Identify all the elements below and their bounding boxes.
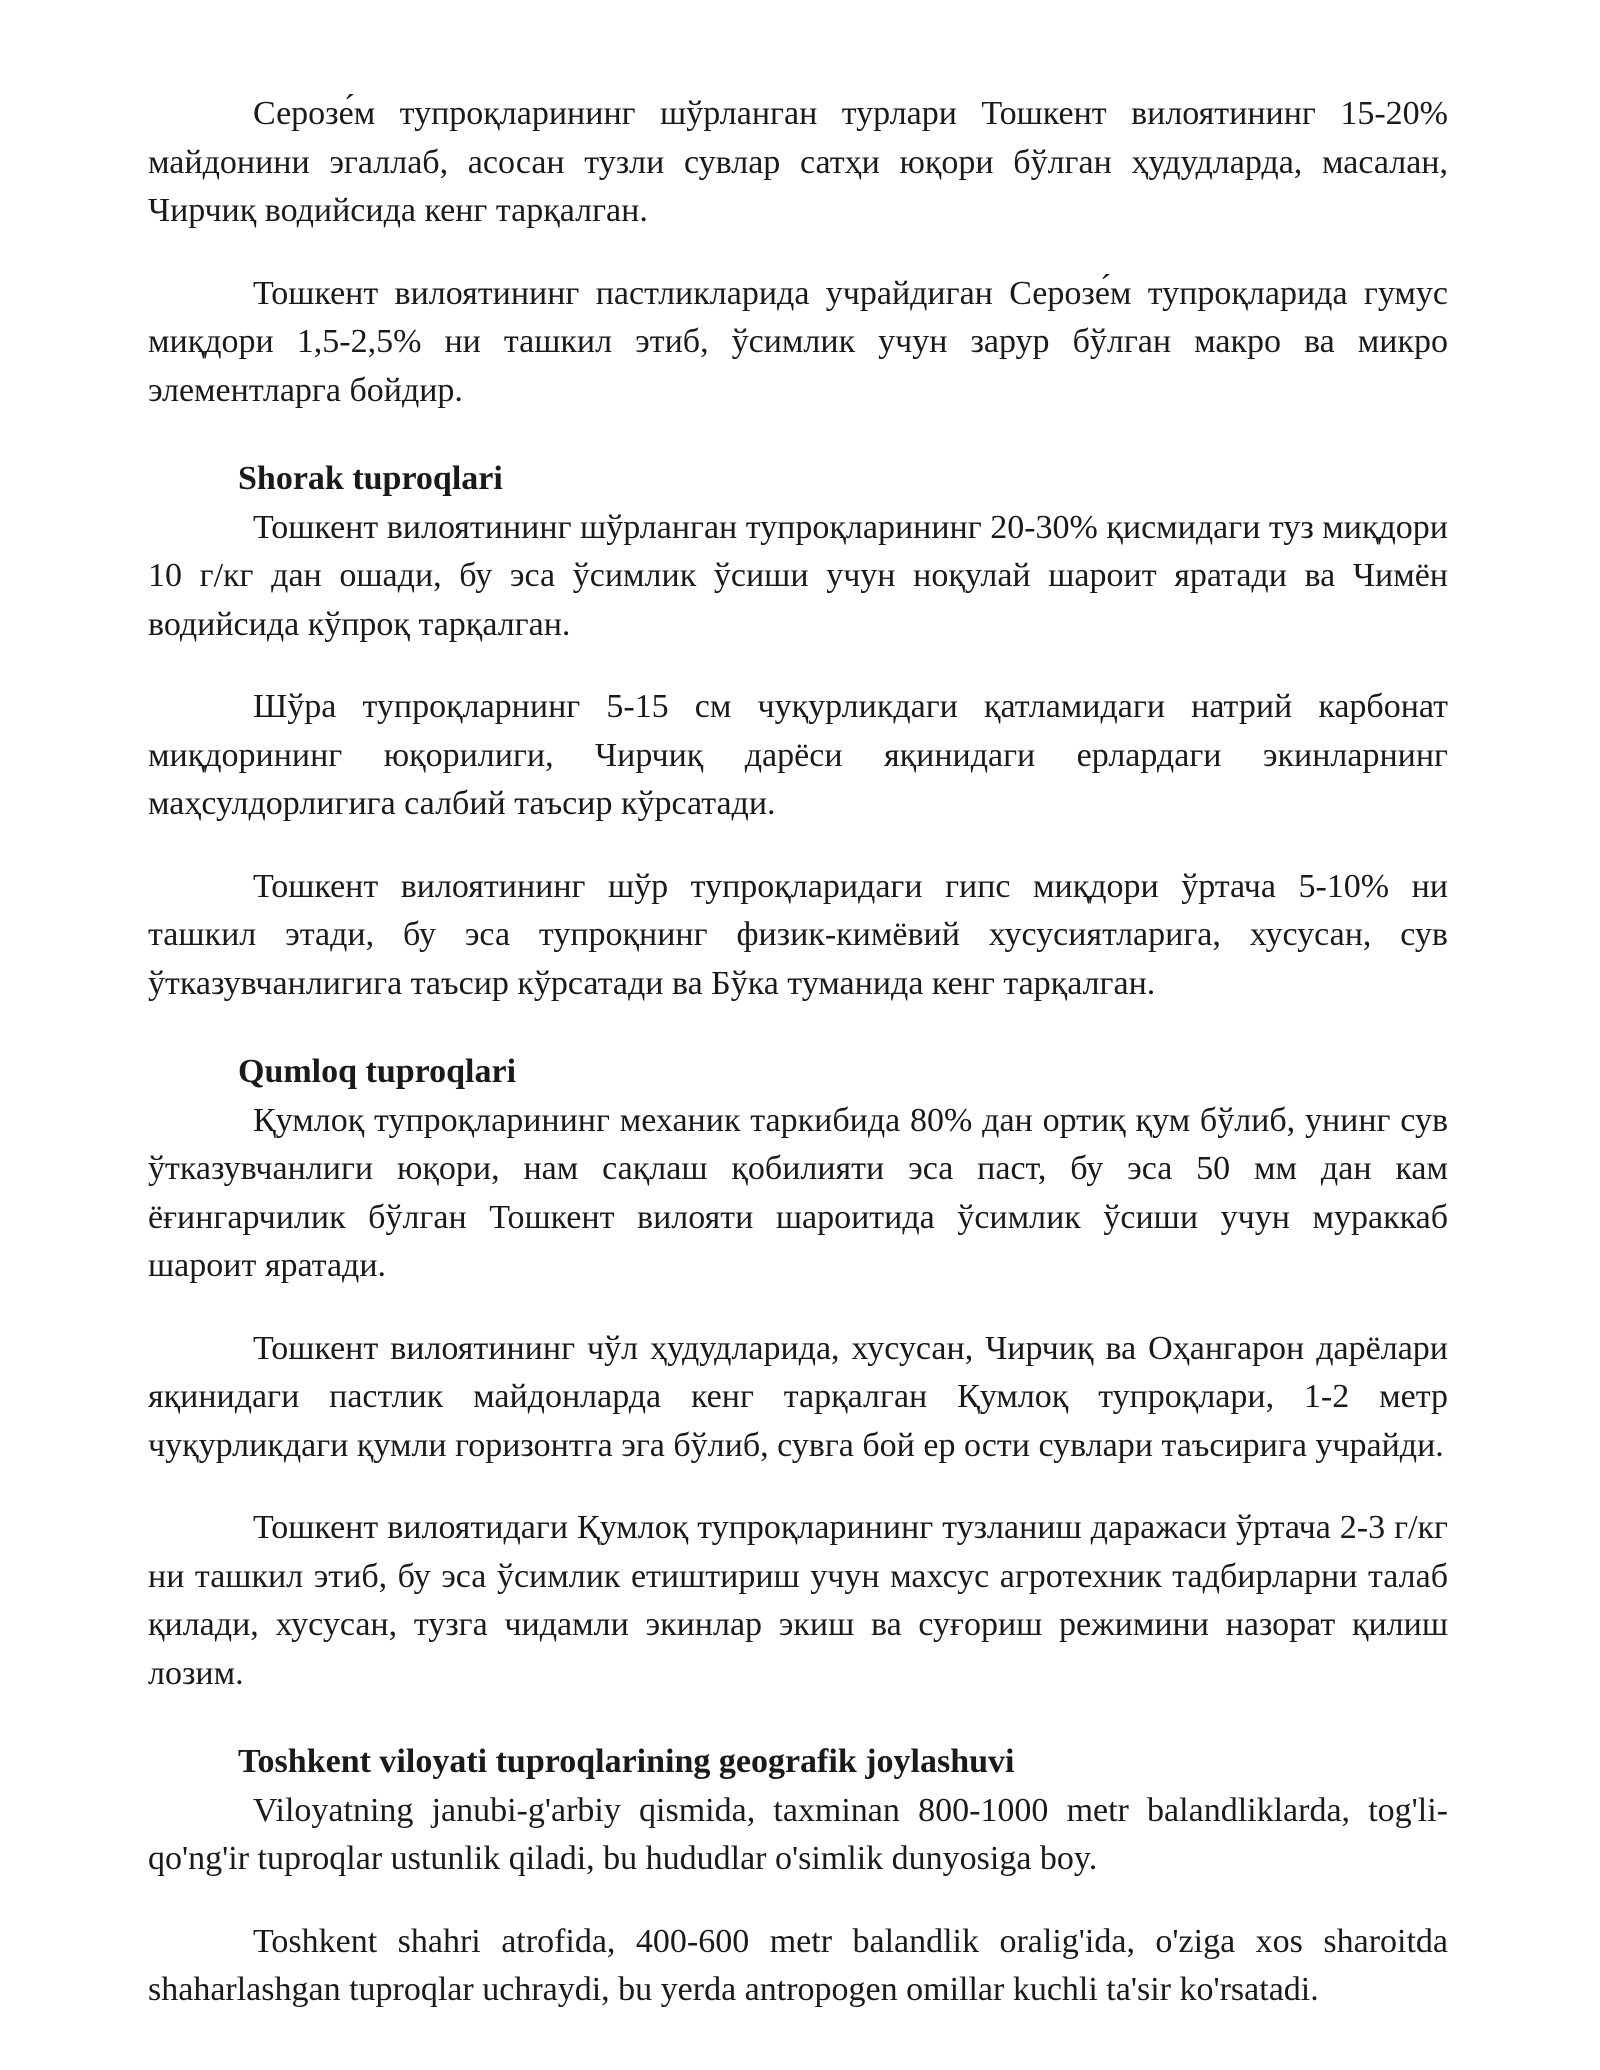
document-page <box>148 90 1448 2049</box>
paragraph: Тошкент вилоятидаги Қумлоқ тупроқларининг тузланиш даражаси ўртача 2-3 г/кг ни ташкил этиб, бу эса ўсимлик етиштириш учун махсус агротехник тадбирларни талаб қилади, хусусан, тузга чидамли экинлар экиш ва суғориш режимини назорат қилиш лозим. <box>148 1509 1448 1692</box>
paragraph: Серозе́м тупроқларининг шўрланган турлари Тошкент вилоятининг 15-20% майдонини эгаллаб, асосан тузли сувлар сатҳи юқори бўлган ҳудудларда, масалан, Чирчиқ водийсида кенг тарқалган. <box>148 95 1448 229</box>
paragraph: Шўра тупроқларнинг 5-15 см чуқурликдаги қатламидаги натрий карбонат миқдорининг юқорилиги, Чирчиқ дарёси яқинидаги ерлардаги экинларнинг маҳсулдорлигига салбий таъсир кўрсатади. <box>148 688 1448 822</box>
paragraph: Тошкент вилоятининг шўрланган тупроқларининг 20-30% қисмидаги туз миқдори 10 г/кг дан ошади, бу эса ўсимлик ўсиши учун ноқулай шароит яратади ва Чимён водийсида кўпроқ тарқалган. <box>148 508 1448 643</box>
section-heading-qumloq: Qumloq tuproqlari <box>238 1053 517 1090</box>
paragraph: Тошкент вилоятининг шўр тупроқларидаги гипс миқдори ўртача 5-10% ни ташкил этади, бу эса тупроқнинг физик-кимёвий хусусиятларига, хусусан, сув ўтказувчанлигига таъсир кўрсатади ва Бўка туманида кенг тарқалган. <box>148 867 1448 1002</box>
section-heading-geografik: Toshkent viloyati tuproqlarining geografik joylashuvi <box>238 1743 1015 1780</box>
paragraph: Тошкент вилоятининг чўл ҳудудларида, хусусан, Чирчиқ ва Оҳангарон дарёлари яқинидаги пастлик майдонларда кенг тарқалган Қумлоқ тупроқлари, 1-2 метр чуқурликдаги қумли горизонтга эга бўлиб, сувга бой ер ости сувлари таъсирига учрайди. <box>148 1329 1448 1464</box>
paragraph: Toshkent shahri atrofida, 400-600 metr balandlik oralig'ida, o'ziga xos sharoitda shaharlashgan tuproqlar uchraydi, bu yerda antropogen omillar kuchli ta'sir ko'rsatadi. <box>148 1922 1448 2008</box>
paragraph: Қумлоқ тупроқларининг механик таркибида 80% дан ортиқ қум бўлиб, унинг сув ўтказувчанлиги юқори, нам сақлаш қобилияти эса паст, бу эса 50 мм дан кам ёғингарчилик бўлган Тошкент вилояти шароитида ўсимлик ўсиши учун мураккаб шароит яратади. <box>148 1101 1448 1284</box>
paragraph: Viloyatning janubi-g'arbiy qismida, taxminan 800-1000 metr balandliklarda, tog'li-qo'ng'ir tuproqlar ustunlik qiladi, bu hududlar o'simlik dunyosiga boy. <box>148 1791 1448 1877</box>
section-heading-shorak: Shorak tuproqlari <box>238 460 503 497</box>
paragraph: Тошкент вилоятининг пастликларида учрайдиган Серозе́м тупроқларида гумус миқдори 1,5-2,5% ни ташкил этиб, ўсимлик учун зарур бўлган макро ва микро элементларга бойдир. <box>148 274 1448 409</box>
